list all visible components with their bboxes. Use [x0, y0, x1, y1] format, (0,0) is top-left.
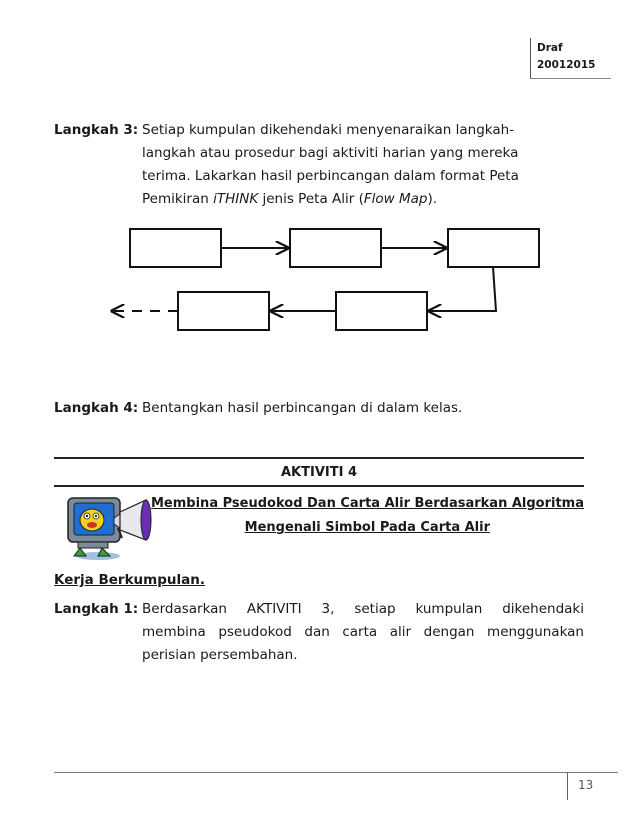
- step3-line4: Pemikiran iTHINK jenis Peta Alir (Flow Map).: [142, 191, 438, 207]
- group-work-title: Kerja Berkumpulan.: [54, 572, 205, 588]
- step1-line2: membina pseudokod dan carta alir dengan menggunakan: [142, 624, 584, 640]
- step1-line1: Berdasarkan AKTIVITI 3, setiap kumpulan dikehendaki: [142, 601, 584, 617]
- step4-text: Bentangkan hasil perbincangan di dalam kelas.: [142, 400, 463, 416]
- flow-box-1: [130, 229, 221, 267]
- flow-arrow-3-5: [429, 267, 496, 311]
- step3-line1: Setiap kumpulan dikehendaki menyenaraikan langkah-: [142, 122, 515, 138]
- step1-line3: perisian persembahan.: [142, 647, 298, 663]
- step1-label: Langkah 1:: [54, 601, 139, 617]
- activity-heading-line2: Mengenali Simbol Pada Carta Alir: [244, 520, 490, 535]
- flow-box-5: [336, 292, 427, 330]
- activity-rule-bottom: [54, 485, 584, 487]
- flow-box-2: [290, 229, 381, 267]
- step4-label: Langkah 4:: [54, 400, 139, 416]
- activity-heading-line1: Membina Pseudokod Dan Carta Alir Berdasarkan Algoritma: [151, 496, 584, 511]
- flow-box-3: [448, 229, 539, 267]
- footer-rule: [54, 772, 618, 773]
- step3-line3: terima. Lakarkan hasil perbincangan dalam format Peta: [142, 168, 519, 184]
- draft-date: 20012015: [537, 59, 596, 71]
- draft-label: Draf: [537, 42, 563, 54]
- page-number: 13: [578, 778, 594, 792]
- step3-line2: langkah atau prosedur bagi aktiviti harian yang mereka: [142, 145, 519, 161]
- activity-rule-top: [54, 457, 584, 459]
- step3-label: Langkah 3:: [54, 122, 139, 138]
- activity-title: AKTIVITI 4: [280, 465, 357, 480]
- flow-box-4: [178, 292, 269, 330]
- computer-megaphone-icon: [62, 490, 154, 562]
